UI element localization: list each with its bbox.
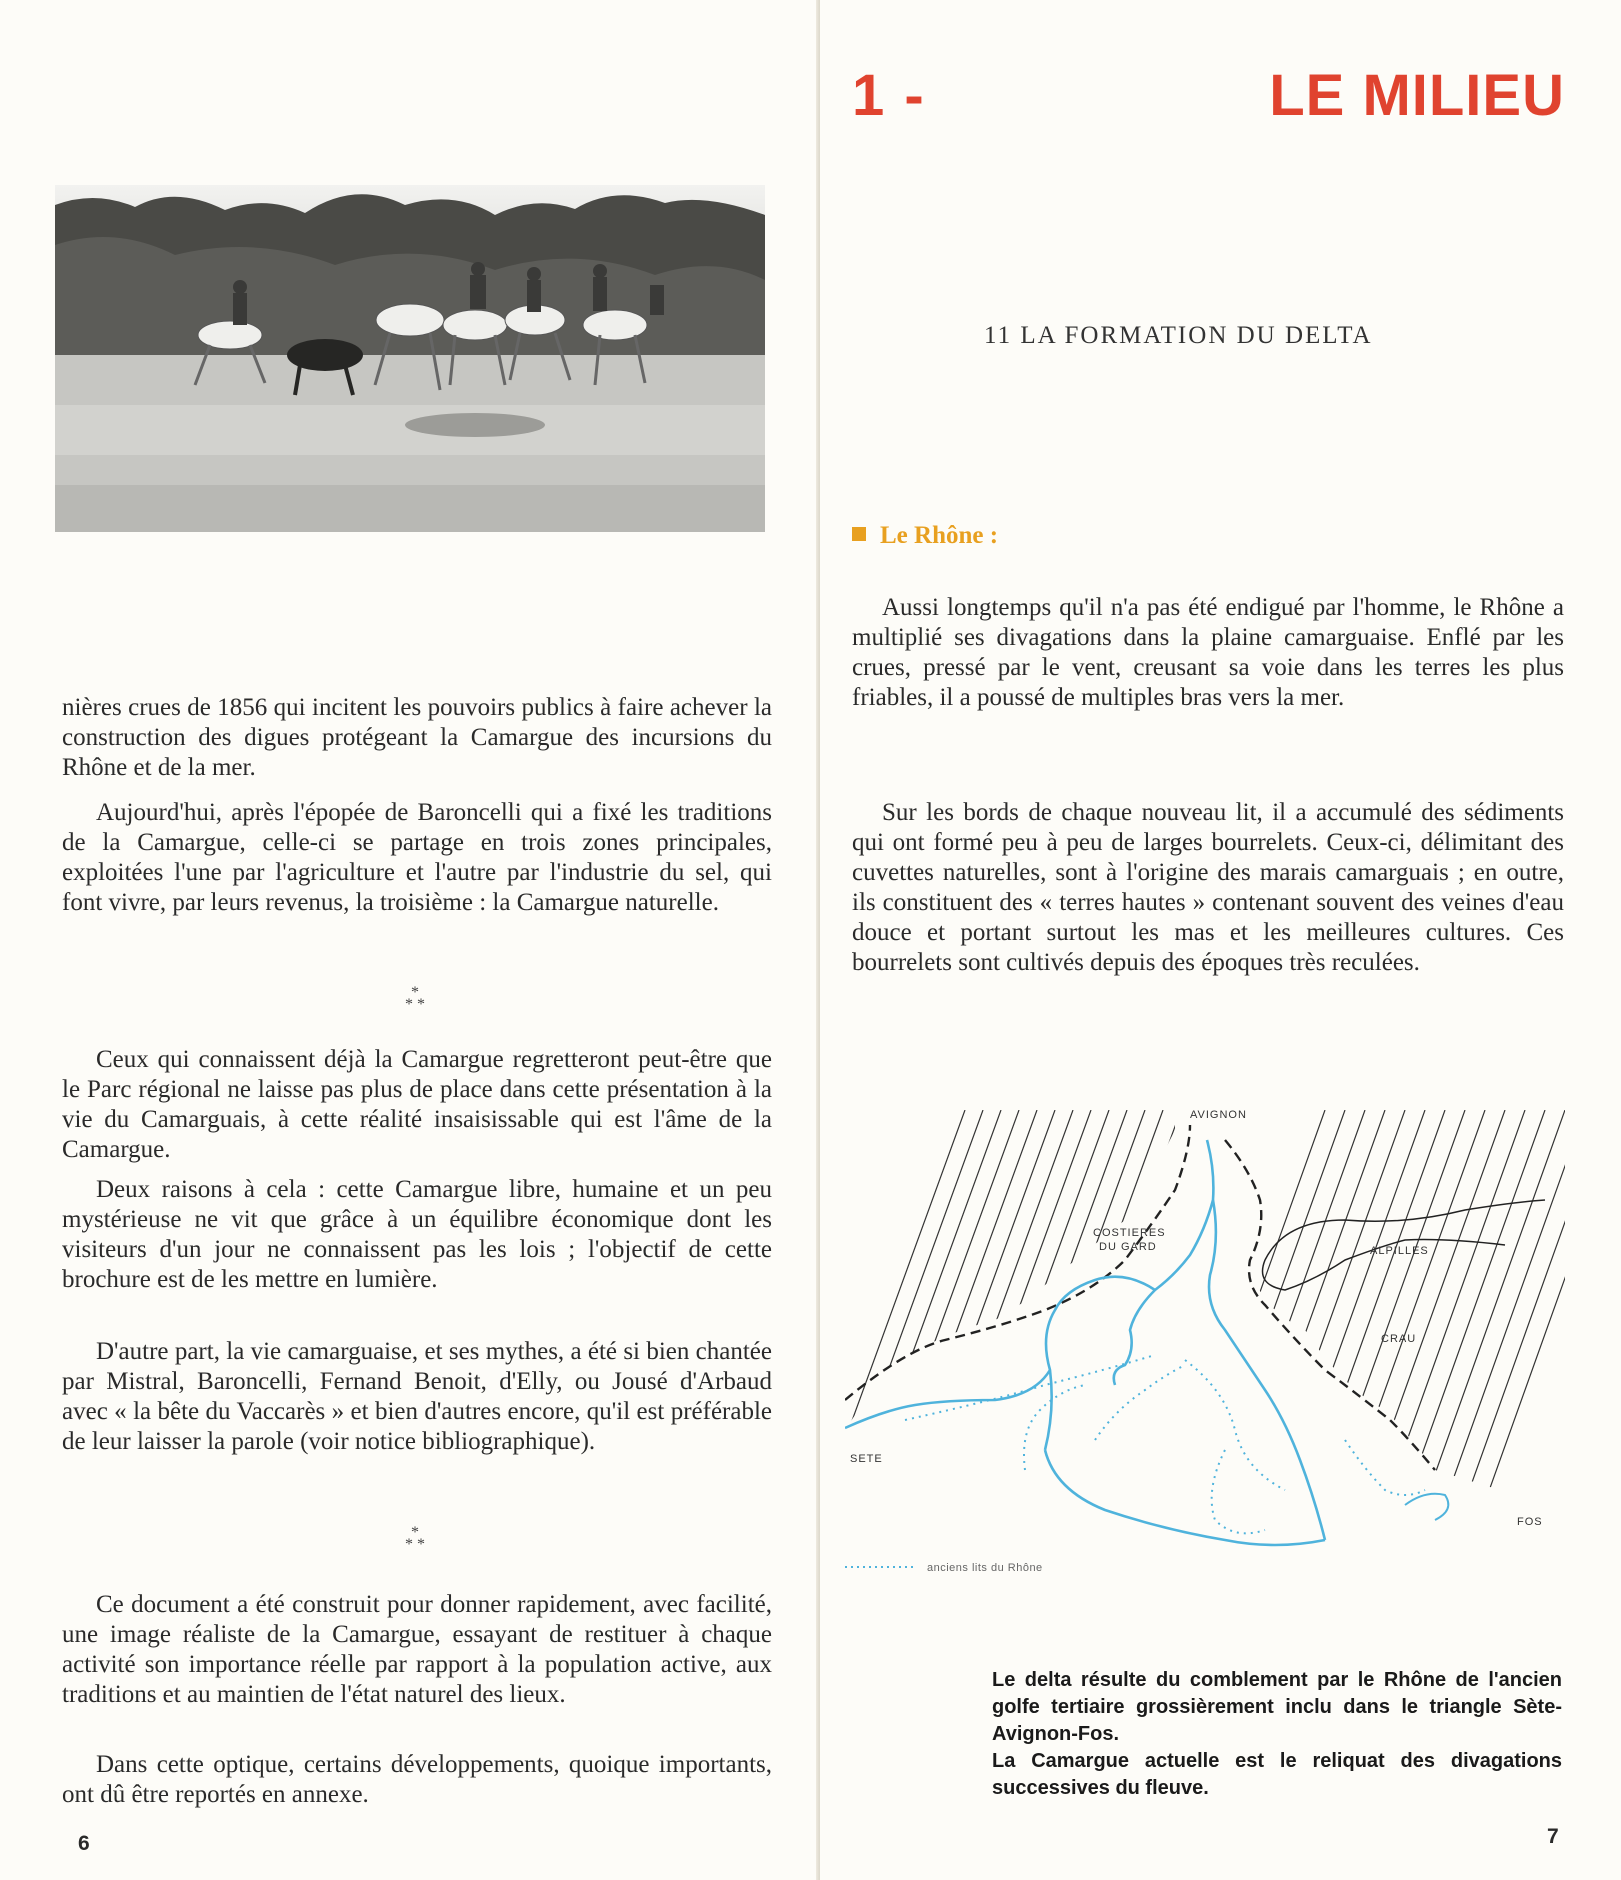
label-alpilles: ALPILLES bbox=[1370, 1245, 1429, 1257]
caption-line-1: Le delta résulte du comblement par le Rhône de l'ancien golfe tertiaire grossièrement inclu dans le triangle Sète-Avignon-Fos. bbox=[992, 1669, 1562, 1745]
paragraph-3: Ceux qui connaissent déjà la Camargue regretteront peut-être que le Parc régional ne laisse pas plus de place dans cette présentation à la vie du Camarguais, à cette réalité insaisissable qui est l'âme de la Camargue. bbox=[62, 1046, 772, 1163]
label-costieres: COSTIERES bbox=[1093, 1227, 1166, 1239]
paragraph-1: nières crues de 1856 qui incitent les pouvoirs publics à faire achever la construction des digues protégeant la Camargue des incursions du Rhône et de la mer. bbox=[62, 694, 772, 781]
fos-gulf bbox=[1405, 1494, 1448, 1520]
separator-stars: * * * bbox=[405, 1524, 425, 1553]
caption-line-2: La Camargue actuelle est le reliquat des divagations successives du fleuve. bbox=[992, 1750, 1562, 1799]
paragraph-4: Deux raisons à cela : cette Camargue libre, humaine et un peu mystérieuse ne vit que grâce à un équilibre économique dont les visiteurs d'un jour ne connaissent pas les lois ; l'objectif de cette brochure est de les mettre en lumière. bbox=[62, 1176, 772, 1293]
section-title: 11 LA FORMATION DU DELTA bbox=[984, 322, 1373, 349]
paragraph-rhone-2: Sur les bords de chaque nouveau lit, il a accumulé des sédiments qui ont formé peu à peu de larges bourrelets. Ceux-ci, délimitant des cuvettes naturelles, sont à l'origine des marais camarguais ; en outre, ils constituent des « terres hautes » contenant souvent des veines d'eau douce et portant surtout les mas et les meilleures cultures. Ces bourrelets sont cultivés depuis des époques très reculées. bbox=[852, 799, 1564, 976]
paragraph-5: D'autre part, la vie camarguaise, et ses mythes, a été si bien chantée par Mistral, Baroncelli, Fernand Benoit, d'Elly, ou Jousé d'Arbaud avec « la bête du Vaccarès » et bien d'autres encore, qu'il est préférable de leur laisser la parole (voir notice bibliographique). bbox=[62, 1338, 772, 1455]
dashed-coast-east bbox=[1225, 1140, 1435, 1470]
chapter-title: LE MILIEU bbox=[1269, 63, 1565, 128]
label-fos: FOS bbox=[1517, 1516, 1543, 1528]
page-number-left: 6 bbox=[78, 1832, 90, 1855]
subheading-text: Le Rhône : bbox=[880, 522, 999, 549]
delta-map bbox=[845, 1110, 1565, 1610]
delta-map-drawing bbox=[845, 1110, 1565, 1610]
label-du-gard: DU GARD bbox=[1099, 1241, 1157, 1253]
photo-image bbox=[55, 185, 765, 532]
paragraph-7: Dans cette optique, certains développements, quoique importants, ont dû être reportés en annexe. bbox=[62, 1751, 772, 1808]
label-sete: SETE bbox=[850, 1453, 883, 1465]
paragraph-2: Aujourd'hui, après l'épopée de Baroncelli qui a fixé les traditions de la Camargue, celle-ci se partage en trois zones principales, exploitées l'une par l'agriculture et l'autre par l'industrie du sel, qui font vivre, par leurs revenus, la troisième : la Camargue naturelle. bbox=[62, 799, 772, 916]
label-crau: CRAU bbox=[1381, 1333, 1417, 1345]
paragraph-6: Ce document a été construit pour donner rapidement, avec facilité, une image réaliste de la Camargue, essayant de restituer à chaque activité son importance réelle par rapport à la population active, aux traditions et au maintien de l'état naturel des lieux. bbox=[62, 1591, 772, 1708]
page-number-right: 7 bbox=[1547, 1825, 1559, 1848]
hatching-east bbox=[1175, 1110, 1565, 1530]
square-bullet-icon bbox=[852, 527, 866, 541]
paragraph-rhone-1: Aussi longtemps qu'il n'a pas été endigué par l'homme, le Rhône a multiplié ses divagations dans la plaine camarguaise. Enflé par les crues, pressé par le vent, creusant sa voie dans les terres les plus friables, il a poussé de multiples bras vers la mer. bbox=[852, 594, 1564, 711]
subheading bbox=[852, 522, 998, 550]
separator-stars: * * * bbox=[405, 984, 425, 1013]
label-avignon: AVIGNON bbox=[1190, 1110, 1247, 1121]
old-river-beds bbox=[905, 1355, 1425, 1533]
chapter-number: 1 - bbox=[852, 63, 926, 128]
map-caption bbox=[992, 1667, 1562, 1802]
legend-text: anciens lits du Rhône bbox=[927, 1562, 1043, 1574]
hatching-west bbox=[845, 1110, 1235, 1440]
photo-horsemen-bull bbox=[55, 185, 765, 532]
